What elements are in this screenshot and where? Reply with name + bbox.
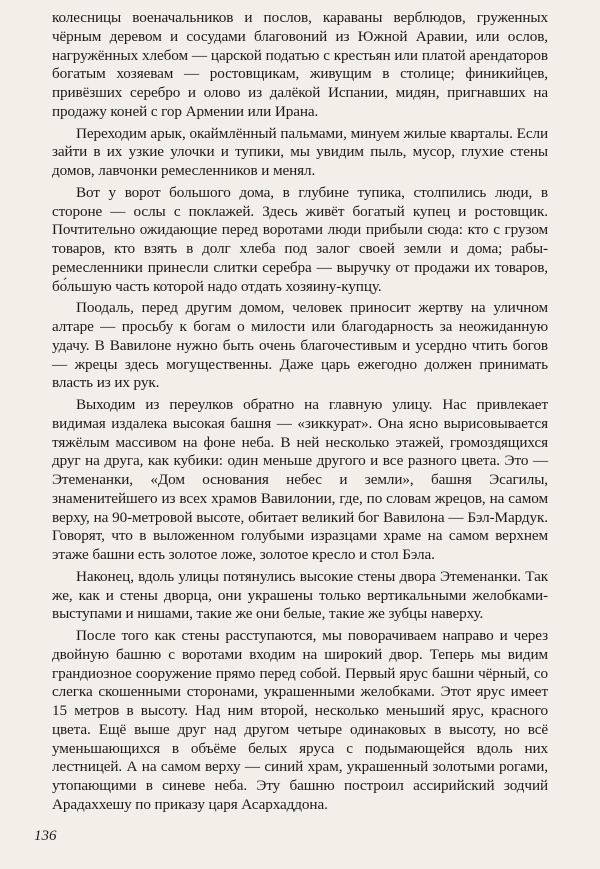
paragraph-7: После того как стены расступаются, мы поворачиваем направо и через двойную башню с воротами входим на широкий двор. Теперь мы видим грандиозное сооружение прямо перед собой. Первый ярус башни чёрный, со слегка скошенными сторонами, украшенными желобками. Этот ярус имеет 15 метров в высоту. Над ним второй, несколько меньший ярус, красного цвета. Ещё выше друг над другом четыре одинаковых в высоту, но всё уменьшающихся в объёме белых яруса с подымающейся вдоль них лестницей. А на самом верху — синий храм, украшенный золотыми рогами, утопающими в синеве неба. Эту башню построил ассирийский зодчий Арадаххешу по приказу царя Асархаддона. xyxy=(52,627,548,813)
paragraph-3: Вот у ворот большого дома, в глубине тупика, столпились люди, в стороне — ослы с поклажей. Здесь живёт богатый купец и ростовщик. Почтительно ожидающие перед воротами люди прибыли сюда: кто с грузом товаров, кто взять в долг хлеба под залог своей земли и дома; рабы-ремесленники принесли слитки серебра — выручку от продажи их товаров, бо́льшую часть которой надо отдать хозяину-купцу. xyxy=(52,183,548,295)
page-number: 136 xyxy=(34,828,57,844)
paragraph-2: Переходим арык, окаймлённый пальмами, минуем жилые кварталы. Если зайти в их узкие улочки и тупики, мы увидим пыль, мусор, глухие стены домов, лавчонки ремесленников и менял. xyxy=(52,124,548,179)
paragraph-4: Поодаль, перед другим домом, человек приносит жертву на уличном алтаре — просьбу к богам о милости или благодарность за неожиданную удачу. В Вавилоне нужно быть очень благочестивым и усердно чтить богов — жрецы здесь могущественны. Даже царь ежегодно должен принимать власть из их рук. xyxy=(52,299,548,392)
paragraph-6: Наконец, вдоль улицы потянулись высокие стены двора Этеменанки. Так же, как и стены дворца, они украшены только вертикальными желобками-выступами и нишами, такие же они белые, такие же зубцы наверху. xyxy=(52,567,548,623)
paragraph-5: Выходим из переулков обратно на главную улицу. Нас привлекает видимая издалека высокая башня — «зиккурат». Она ясно вырисовывается тяжёлым массивом на фоне неба. В ней несколько этажей, громоздящихся друг на друга, как кубики: один меньше другого и все разного цвета. Это — Этеменанки, «Дом основания небес и земли», башня Эсагилы, знаменитейшего из всех храмов Вавилонии, где, по словам жрецов, на самом верху, на 90-метровой высоте, обитает великий бог Вавилона — Бэл-Мардук. Говорят, что в выложенном голубыми изразцами храме на самом верхнем этаже башни есть золотое ложе, золотое кресло и стол Бэла. xyxy=(52,396,548,563)
paragraph-1: колесницы военачальников и послов, караваны верблюдов, груженных чёрным деревом и сосудами благовоний из Южной Аравии, или ослов, нагружённых хлебом — царской податью с крестьян или платой арендаторов богатым хозяевам — ростовщикам, живущим в столице; финикийцев, привёзших серебро и олово из далёкой Испании, мидян, пригнавших на продажу коней с гор Армении или Ирана. xyxy=(52,9,548,120)
